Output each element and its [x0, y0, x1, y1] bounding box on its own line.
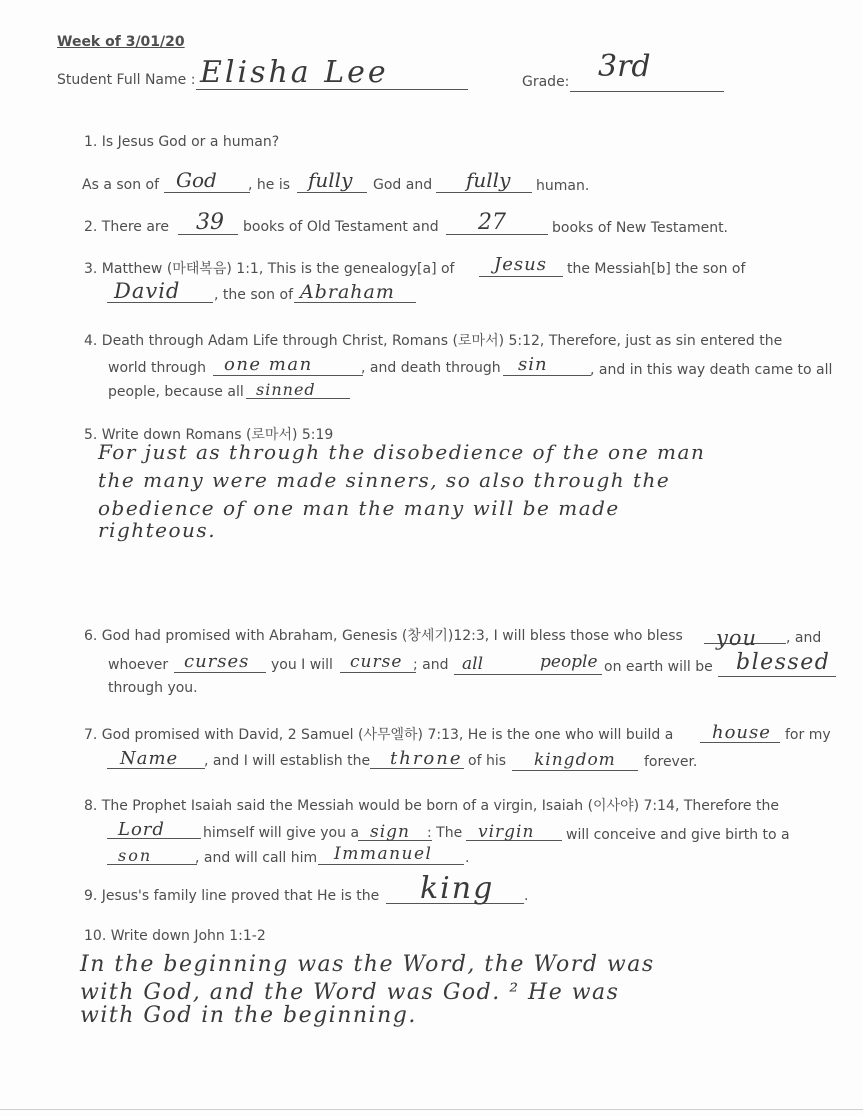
q6-text-3: whoever [108, 657, 169, 673]
q3-text-2: the Messiah[b] the son of [567, 261, 746, 277]
q5-handwritten-line-3: obedience of one man the many will be made [98, 496, 620, 520]
q3-answer-3: Abraham [300, 281, 395, 303]
q3-blank-1 [479, 276, 563, 277]
grade-blank [570, 91, 724, 92]
q1-text-3: God and [373, 177, 433, 193]
q7-text-2: for my [785, 727, 831, 743]
q6-text-4: you I will [271, 657, 333, 673]
q10-handwritten-line-3: with God in the beginning. [80, 1003, 417, 1028]
q6-text-7: through you. [108, 680, 198, 696]
q6-text-6: on earth will be [604, 659, 713, 675]
q6-text-1: 6. God had promised with Abraham, Genesis (창세기)12:3, I will bless those who bless [84, 628, 683, 644]
q4-blank-1 [213, 375, 363, 376]
q1-blank-1 [164, 192, 250, 193]
q4-answer-3: sinned [256, 380, 316, 399]
q3-text-1: 3. Matthew (마태복음) 1:1, This is the genealogy[a] of [84, 261, 455, 277]
q2-text-3: books of New Testament. [552, 220, 729, 236]
q1-answer-3: fully [466, 168, 511, 192]
q1-text-2: , he is [248, 177, 291, 193]
q2-text-1: 2. There are [84, 219, 169, 235]
q8-text-1: 8. The Prophet Isaiah said the Messiah would be born of a virgin, Isaiah (이사야) 7:14, Therefore the [84, 798, 779, 814]
q1-answer-2: fully [308, 168, 353, 192]
q4-text-4: , and in this way death came to all [590, 362, 833, 378]
q4-blank-2 [503, 375, 591, 376]
q6-blank-3 [340, 672, 416, 673]
week-heading: Week of 3/01/20 [57, 34, 185, 50]
q7-text-1: 7. God promised with David, 2 Samuel (사무엘하) 7:13, He is the one who will build a [84, 727, 674, 743]
q8-text-6: . [465, 850, 470, 866]
q7-answer-3: throne [390, 748, 463, 769]
q1-blank-3 [436, 192, 532, 193]
q7-answer-4: kingdom [534, 750, 616, 770]
page-bottom-edge [0, 1109, 863, 1110]
q6-answer-3: curse [350, 652, 403, 672]
q4-answer-2: sin [518, 354, 548, 375]
q4-text-1: 4. Death through Adam Life through Christ, Romans (로마서) 5:12, Therefore, just as sin entered the [84, 333, 783, 349]
q6-blank-2 [174, 672, 266, 673]
name-answer: Elisha Lee [200, 55, 389, 90]
q8-text-3: : The [427, 825, 463, 841]
q7-answer-1: house [712, 722, 771, 743]
q9-text-2: . [524, 888, 529, 904]
name-label: Student Full Name : [57, 72, 196, 88]
q6-answer-4: all [462, 654, 484, 674]
grade-label: Grade: [522, 74, 570, 90]
q1-question: 1. Is Jesus God or a human? [84, 134, 280, 150]
q6-answer-6: blessed [736, 650, 831, 675]
q6-answer-2: curses [184, 651, 250, 672]
grade-answer: 3rd [598, 49, 651, 84]
q7-answer-2: Name [120, 748, 179, 769]
q4-text-3: , and death through [361, 360, 501, 376]
q10-handwritten-line-2: with God, and the Word was God. ² He was [80, 980, 620, 1005]
q3-answer-1: Jesus [494, 254, 547, 275]
q7-blank-4 [512, 770, 638, 771]
q10-handwritten-line-1: In the beginning was the Word, the Word was [80, 952, 655, 977]
q8-text-2: himself will give you a [203, 825, 360, 841]
q2-answer-1: 39 [196, 210, 224, 235]
q5-question: 5. Write down Romans (로마서) 5:19 [84, 427, 334, 443]
q8-text-4: will conceive and give birth to a [566, 827, 790, 843]
q4-text-2: world through [108, 360, 207, 376]
q1-text-4: human. [536, 178, 590, 194]
q8-answer-3: virgin [478, 822, 535, 842]
q1-text-1: As a son of [82, 177, 160, 193]
q3-text-3: , the son of [214, 287, 294, 303]
q6-text-2: , and [786, 630, 822, 646]
q7-text-4: of his [468, 753, 507, 769]
q5-handwritten-line-4: righteous. [98, 518, 217, 542]
q8-blank-5 [318, 864, 464, 865]
q1-answer-1: God [176, 168, 217, 192]
q5-handwritten-line-1: For just as through the disobedience of the one man [98, 440, 706, 464]
q7-text-3: , and I will establish the [204, 753, 371, 769]
q1-blank-2 [297, 192, 367, 193]
q8-answer-2: sign [370, 822, 410, 842]
q4-answer-1: one man [224, 354, 313, 375]
q8-answer-1: Lord [118, 819, 165, 840]
q6-answer-5: people [540, 652, 598, 672]
q9-answer-1: king [420, 871, 495, 906]
q9-text-1: 9. Jesus's family line proved that He is the [84, 888, 380, 904]
q6-blank-4 [454, 674, 602, 675]
q8-text-5: , and will call him [195, 850, 318, 866]
q6-text-5: ; and [413, 657, 449, 673]
q8-answer-5: Immanuel [334, 844, 433, 864]
q6-answer-1: you [716, 626, 758, 650]
q6-blank-5 [718, 676, 836, 677]
q2-answer-2: 27 [478, 210, 506, 235]
q2-text-2: books of Old Testament and [243, 219, 439, 235]
q4-text-5: people, because all [108, 384, 244, 400]
q8-answer-4: son [118, 846, 153, 865]
q3-answer-2: David [114, 279, 181, 303]
q5-handwritten-line-2: the many were made sinners, so also through the [98, 468, 671, 492]
q10-question: 10. Write down John 1:1-2 [84, 928, 266, 944]
q7-text-5: forever. [644, 754, 698, 770]
